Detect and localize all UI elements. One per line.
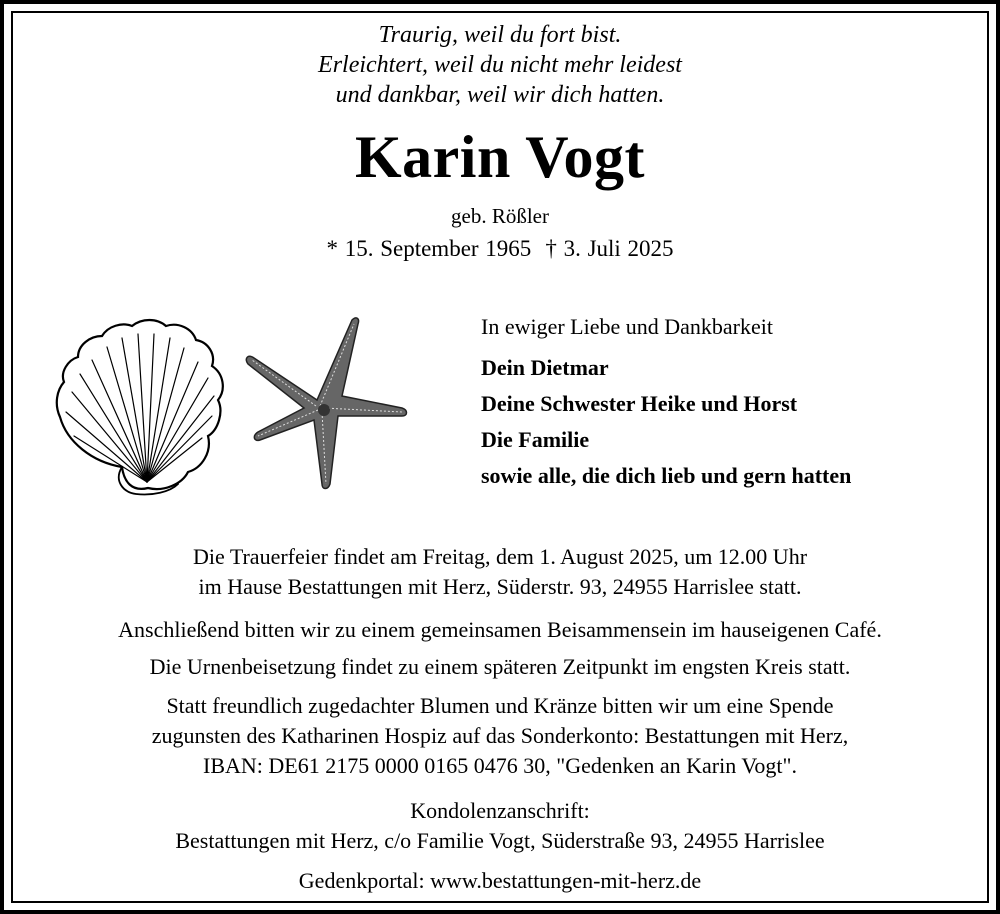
funeral-line: im Hause Bestattungen mit Herz, Süderstr. 93, 24955 Harrislee statt. [198,574,802,599]
memorial-portal: Gedenkportal: www.bestattungen-mit-herz.de [298,868,702,893]
gathering-info: Anschließend bitten wir zu einem gemeinsamen Beisammensein im hauseigenen Café. [118,617,882,642]
poem-line: Traurig, weil du fort bist. [378,22,622,48]
donation-line: zugunsten des Katharinen Hospiz auf das Sonderkonto: Bestattungen mit Herz, [151,723,849,748]
starfish-icon [246,318,406,489]
mourners-block [481,312,851,494]
poem-line: und dankbar, weil wir dich hatten. [335,82,665,108]
condolence-address [0,796,1000,856]
life-dates [0,234,1000,264]
mourners-intro: In ewiger Liebe und Dankbarkeit [481,314,773,339]
donation-info [0,691,1000,781]
funeral-line: Die Trauerfeier findet am Freitag, dem 1. August 2025, um 12.00 Uhr [192,544,808,569]
mourner-name: sowie alle, die dich lieb und gern hatten [481,463,852,488]
mourner-name: Die Familie [481,427,590,452]
maiden-name: geb. Rößler [451,204,549,228]
poem-line: Erleichtert, weil du nicht mehr leidest [318,52,682,78]
condolence-label: Kondolenzanschrift: [410,798,590,823]
mourner-name: Deine Schwester Heike und Horst [481,391,798,416]
burial-info: Die Urnenbeisetzung findet zu einem späteren Zeitpunkt im engsten Kreis statt. [149,654,851,679]
deceased-name: Karin Vogt [354,124,646,190]
condolence-address-line: Bestattungen mit Herz, c/o Familie Vogt, Süderstraße 93, 24955 Harrislee [175,828,825,853]
birth-date: * 15. September 1965 [326,236,532,261]
poem [0,20,1000,110]
scallop-shell-icon [57,320,223,495]
funeral-info [0,542,1000,602]
death-date: † 3. Juli 2025 [545,236,674,261]
donation-line: IBAN: DE61 2175 0000 0165 0476 30, "Gedenken an Karin Vogt". [203,753,797,778]
mourner-name: Dein Dietmar [481,355,609,380]
illustrations [52,312,422,502]
donation-line: Statt freundlich zugedachter Blumen und Kränze bitten wir um eine Spende [166,693,834,718]
